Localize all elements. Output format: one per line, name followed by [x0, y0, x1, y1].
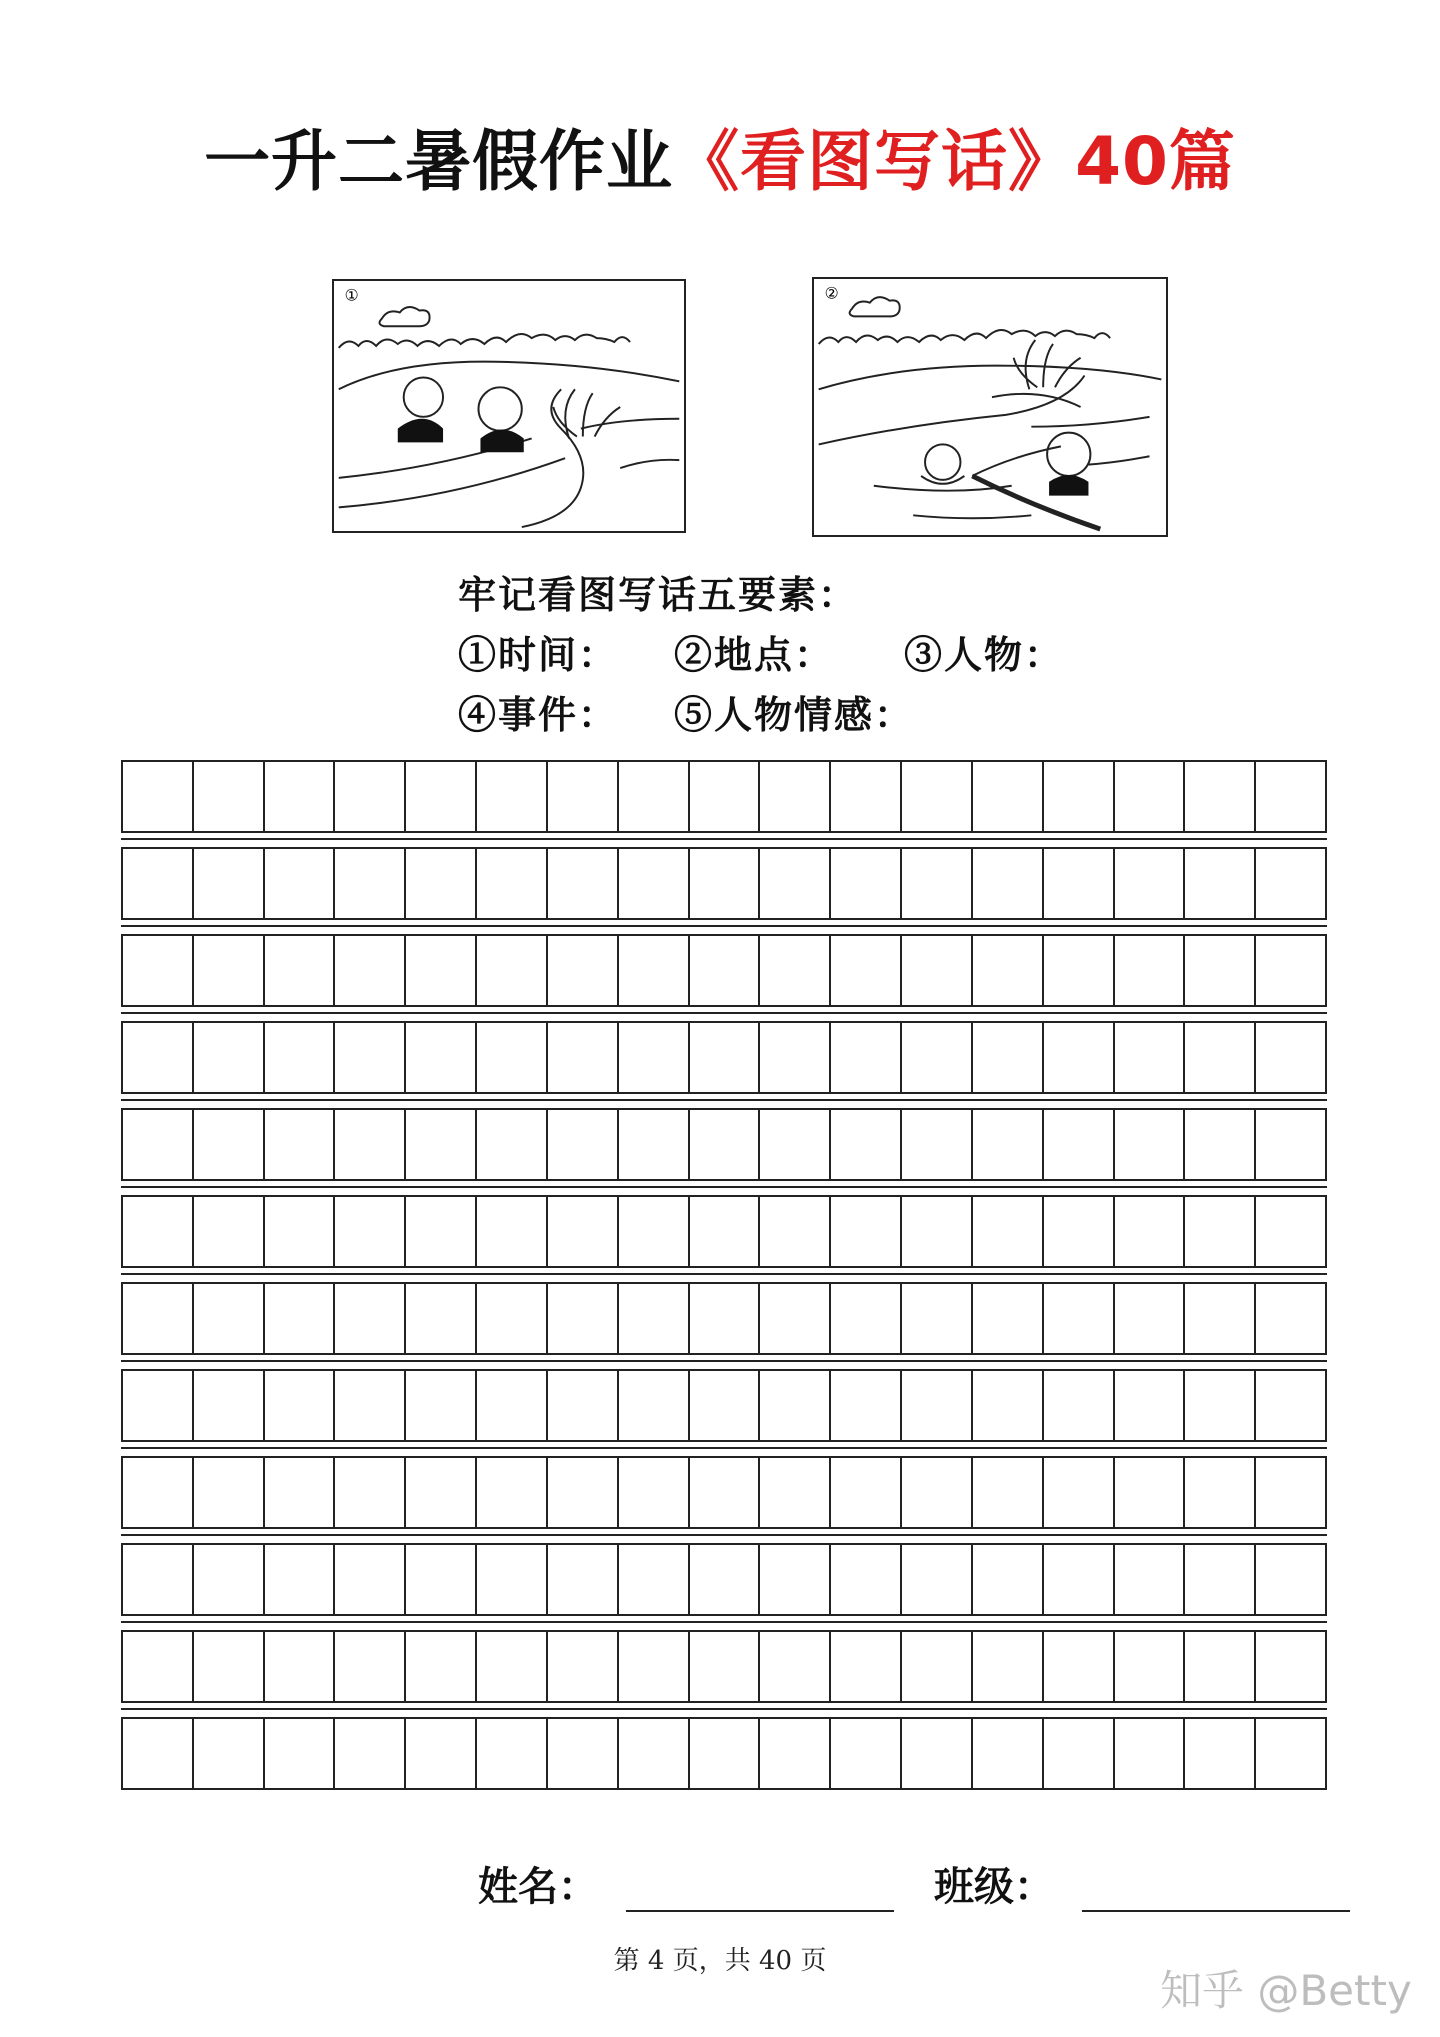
picture-1 — [332, 279, 686, 533]
grid-row — [121, 1717, 1327, 1790]
grid-cell[interactable] — [123, 1023, 194, 1092]
grid-cell[interactable] — [548, 1023, 619, 1092]
grid-cell[interactable] — [760, 849, 831, 918]
grid-cell[interactable] — [1115, 1458, 1186, 1527]
grid-cell[interactable] — [690, 1632, 761, 1701]
grid-cell[interactable] — [548, 1545, 619, 1614]
grid-cell[interactable] — [477, 1284, 548, 1353]
grid-cell[interactable] — [123, 1458, 194, 1527]
grid-cell[interactable] — [194, 1545, 265, 1614]
grid-cell[interactable] — [1256, 1023, 1325, 1092]
grid-cell[interactable] — [335, 1023, 406, 1092]
grid-cell[interactable] — [335, 1197, 406, 1266]
grid-row — [121, 1021, 1327, 1094]
grid-cell[interactable] — [619, 1371, 690, 1440]
grid-cell[interactable] — [902, 1545, 973, 1614]
grid-row — [121, 1456, 1327, 1529]
title-count: 40篇 — [1075, 123, 1236, 200]
element-event: ④事件： — [458, 692, 619, 737]
grid-cell[interactable] — [406, 936, 477, 1005]
grid-cell[interactable] — [1185, 1197, 1256, 1266]
grid-cell[interactable] — [265, 1632, 336, 1701]
grid-cell[interactable] — [1185, 1458, 1256, 1527]
elements-heading: 牢记看图写话五要素： — [458, 572, 859, 617]
grid-cell[interactable] — [335, 1371, 406, 1440]
grid-row — [121, 760, 1327, 833]
grid-cell[interactable] — [902, 762, 973, 831]
grid-cell[interactable] — [902, 1110, 973, 1179]
grid-cell[interactable] — [548, 762, 619, 831]
picture-2 — [812, 277, 1168, 537]
grid-cell[interactable] — [335, 849, 406, 918]
grid-cell[interactable] — [406, 1197, 477, 1266]
grid-cell[interactable] — [1256, 762, 1325, 831]
grid-cell[interactable] — [1044, 1371, 1115, 1440]
grid-cell[interactable] — [1115, 936, 1186, 1005]
grid-cell[interactable] — [548, 849, 619, 918]
grid-cell[interactable] — [831, 936, 902, 1005]
grid-cell[interactable] — [760, 1632, 831, 1701]
grid-cell[interactable] — [690, 1458, 761, 1527]
grid-cell[interactable] — [548, 1110, 619, 1179]
grid-cell[interactable] — [1185, 1284, 1256, 1353]
grid-cell[interactable] — [690, 1545, 761, 1614]
elements-row-2 — [458, 685, 1064, 745]
grid-row — [121, 1108, 1327, 1181]
grid-cell[interactable] — [1256, 1545, 1325, 1614]
grid-cell[interactable] — [973, 1545, 1044, 1614]
grid-cell[interactable] — [1185, 936, 1256, 1005]
page-title — [0, 108, 1440, 203]
grid-cell[interactable] — [1115, 1197, 1186, 1266]
grid-cell[interactable] — [902, 1632, 973, 1701]
grid-cell[interactable] — [335, 1545, 406, 1614]
grid-cell[interactable] — [477, 1719, 548, 1788]
grid-cell[interactable] — [1044, 1110, 1115, 1179]
grid-cell[interactable] — [265, 1023, 336, 1092]
grid-cell[interactable] — [1256, 1719, 1325, 1788]
grid-cell[interactable] — [973, 1284, 1044, 1353]
writing-elements — [458, 565, 1064, 745]
grid-cell[interactable] — [194, 1719, 265, 1788]
grid-row — [121, 1630, 1327, 1703]
grid-cell[interactable] — [1044, 1719, 1115, 1788]
grid-cell[interactable] — [619, 1284, 690, 1353]
grid-cell[interactable] — [1185, 1545, 1256, 1614]
grid-row — [121, 1369, 1327, 1442]
grid-cell[interactable] — [902, 1719, 973, 1788]
grid-cell[interactable] — [123, 762, 194, 831]
grid-cell[interactable] — [406, 1632, 477, 1701]
grid-cell[interactable] — [1115, 1719, 1186, 1788]
grid-cell[interactable] — [1115, 1110, 1186, 1179]
scene-illustration-2 — [814, 279, 1166, 535]
grid-cell[interactable] — [690, 1284, 761, 1353]
grid-cell[interactable] — [690, 849, 761, 918]
grid-cell[interactable] — [265, 1197, 336, 1266]
grid-cell[interactable] — [690, 762, 761, 831]
grid-cell[interactable] — [123, 1632, 194, 1701]
grid-cell[interactable] — [194, 1371, 265, 1440]
grid-cell[interactable] — [690, 1719, 761, 1788]
grid-cell[interactable] — [477, 1110, 548, 1179]
grid-row — [121, 847, 1327, 920]
grid-cell[interactable] — [1044, 1197, 1115, 1266]
grid-cell[interactable] — [477, 1197, 548, 1266]
grid-cell[interactable] — [1044, 1458, 1115, 1527]
grid-cell[interactable] — [760, 1371, 831, 1440]
grid-cell[interactable] — [477, 849, 548, 918]
grid-cell[interactable] — [548, 1284, 619, 1353]
grid-cell[interactable] — [123, 1197, 194, 1266]
grid-cell[interactable] — [1044, 1545, 1115, 1614]
grid-cell[interactable] — [335, 1110, 406, 1179]
grid-cell[interactable] — [1185, 849, 1256, 918]
grid-cell[interactable] — [265, 1545, 336, 1614]
grid-cell[interactable] — [477, 936, 548, 1005]
grid-cell[interactable] — [548, 1197, 619, 1266]
grid-cell[interactable] — [1256, 849, 1325, 918]
grid-cell[interactable] — [1185, 1632, 1256, 1701]
grid-cell[interactable] — [406, 1284, 477, 1353]
picture-number: ② — [824, 283, 839, 303]
grid-cell[interactable] — [1185, 1023, 1256, 1092]
grid-cell[interactable] — [619, 1110, 690, 1179]
grid-cell[interactable] — [760, 936, 831, 1005]
grid-cell[interactable] — [477, 1458, 548, 1527]
grid-cell[interactable] — [619, 1632, 690, 1701]
grid-cell[interactable] — [760, 1545, 831, 1614]
grid-cell[interactable] — [1185, 1371, 1256, 1440]
grid-cell[interactable] — [1256, 1458, 1325, 1527]
grid-cell[interactable] — [194, 849, 265, 918]
grid-cell[interactable] — [1115, 1632, 1186, 1701]
grid-cell[interactable] — [406, 1719, 477, 1788]
grid-cell[interactable] — [265, 1371, 336, 1440]
grid-row — [121, 1543, 1327, 1616]
grid-cell[interactable] — [973, 936, 1044, 1005]
grid-cell[interactable] — [265, 1458, 336, 1527]
grid-cell[interactable] — [760, 1197, 831, 1266]
element-feelings: ⑤人物情感： — [674, 692, 915, 737]
grid-cell[interactable] — [123, 1719, 194, 1788]
grid-cell[interactable] — [973, 1719, 1044, 1788]
grid-cell[interactable] — [1044, 762, 1115, 831]
grid-cell[interactable] — [831, 1197, 902, 1266]
grid-cell[interactable] — [690, 1110, 761, 1179]
grid-cell[interactable] — [548, 936, 619, 1005]
grid-cell[interactable] — [1115, 762, 1186, 831]
grid-cell[interactable] — [406, 762, 477, 831]
grid-cell[interactable] — [973, 849, 1044, 918]
grid-row — [121, 1195, 1327, 1268]
grid-cell[interactable] — [1115, 1371, 1186, 1440]
grid-cell[interactable] — [1044, 849, 1115, 918]
grid-cell[interactable] — [1256, 1284, 1325, 1353]
grid-cell[interactable] — [1115, 1023, 1186, 1092]
watermark: 知乎 @Betty — [1160, 1966, 1412, 2015]
grid-cell[interactable] — [831, 1284, 902, 1353]
grid-cell[interactable] — [477, 1023, 548, 1092]
grid-cell[interactable] — [902, 1023, 973, 1092]
grid-cell[interactable] — [477, 762, 548, 831]
grid-cell[interactable] — [1044, 1284, 1115, 1353]
grid-cell[interactable] — [335, 1458, 406, 1527]
picture-number: ① — [344, 285, 359, 305]
grid-cell[interactable] — [973, 1197, 1044, 1266]
grid-cell[interactable] — [619, 1545, 690, 1614]
grid-cell[interactable] — [619, 936, 690, 1005]
grid-cell[interactable] — [973, 1632, 1044, 1701]
grid-cell[interactable] — [831, 1371, 902, 1440]
grid-cell[interactable] — [548, 1632, 619, 1701]
grid-cell[interactable] — [1115, 1545, 1186, 1614]
grid-cell[interactable] — [548, 1371, 619, 1440]
student-info — [478, 1855, 1390, 1912]
grid-cell[interactable] — [1044, 1023, 1115, 1092]
grid-cell[interactable] — [760, 1110, 831, 1179]
grid-cell[interactable] — [194, 1632, 265, 1701]
grid-cell[interactable] — [1115, 1284, 1186, 1353]
grid-cell[interactable] — [973, 1458, 1044, 1527]
grid-cell[interactable] — [831, 849, 902, 918]
grid-row — [121, 934, 1327, 1007]
grid-cell[interactable] — [690, 936, 761, 1005]
grid-cell[interactable] — [477, 1632, 548, 1701]
grid-cell[interactable] — [194, 936, 265, 1005]
grid-cell[interactable] — [1044, 936, 1115, 1005]
grid-cell[interactable] — [123, 1371, 194, 1440]
grid-cell[interactable] — [194, 1023, 265, 1092]
grid-cell[interactable] — [619, 1458, 690, 1527]
grid-cell[interactable] — [123, 1110, 194, 1179]
grid-cell[interactable] — [831, 1023, 902, 1092]
grid-cell[interactable] — [902, 1458, 973, 1527]
grid-cell[interactable] — [902, 849, 973, 918]
grid-cell[interactable] — [406, 1371, 477, 1440]
grid-cell[interactable] — [335, 936, 406, 1005]
grid-cell[interactable] — [335, 1632, 406, 1701]
class-field[interactable] — [1082, 1870, 1350, 1912]
grid-cell[interactable] — [831, 762, 902, 831]
grid-cell[interactable] — [902, 936, 973, 1005]
elements-row-1 — [458, 625, 1064, 685]
grid-cell[interactable] — [1115, 849, 1186, 918]
grid-cell[interactable] — [831, 1632, 902, 1701]
grid-cell[interactable] — [406, 849, 477, 918]
grid-cell[interactable] — [406, 1023, 477, 1092]
title-main: 一升二暑假作业 — [204, 123, 674, 200]
element-place: ②地点： — [674, 632, 835, 677]
grid-cell[interactable] — [1185, 762, 1256, 831]
grid-cell[interactable] — [265, 1284, 336, 1353]
grid-cell[interactable] — [194, 1197, 265, 1266]
grid-cell[interactable] — [760, 1458, 831, 1527]
grid-cell[interactable] — [265, 1110, 336, 1179]
grid-cell[interactable] — [1256, 1371, 1325, 1440]
grid-cell[interactable] — [335, 762, 406, 831]
element-people: ③人物： — [904, 632, 1065, 677]
grid-cell[interactable] — [973, 1371, 1044, 1440]
grid-cell[interactable] — [335, 1719, 406, 1788]
grid-cell[interactable] — [1256, 936, 1325, 1005]
grid-cell[interactable] — [265, 936, 336, 1005]
grid-cell[interactable] — [619, 849, 690, 918]
grid-cell[interactable] — [831, 1719, 902, 1788]
grid-cell[interactable] — [194, 1458, 265, 1527]
scene-illustration-1 — [334, 281, 684, 531]
grid-cell[interactable] — [335, 1284, 406, 1353]
grid-cell[interactable] — [123, 849, 194, 918]
name-label: 姓名： — [478, 1863, 598, 1910]
grid-cell[interactable] — [548, 1458, 619, 1527]
grid-row — [121, 1282, 1327, 1355]
grid-cell[interactable] — [902, 1284, 973, 1353]
grid-cell[interactable] — [406, 1545, 477, 1614]
grid-cell[interactable] — [1256, 1632, 1325, 1701]
grid-cell[interactable] — [1185, 1719, 1256, 1788]
grid-cell[interactable] — [619, 1719, 690, 1788]
grid-cell[interactable] — [902, 1197, 973, 1266]
element-time: ①时间： — [458, 632, 619, 677]
grid-cell[interactable] — [619, 762, 690, 831]
grid-cell[interactable] — [1044, 1632, 1115, 1701]
grid-cell[interactable] — [831, 1458, 902, 1527]
grid-cell[interactable] — [619, 1023, 690, 1092]
title-book: 《看图写话》 — [673, 123, 1076, 200]
grid-cell[interactable] — [760, 1284, 831, 1353]
grid-cell[interactable] — [973, 1023, 1044, 1092]
grid-cell[interactable] — [406, 1458, 477, 1527]
name-field[interactable] — [626, 1870, 894, 1912]
grid-cell[interactable] — [123, 936, 194, 1005]
grid-cell[interactable] — [194, 1110, 265, 1179]
grid-cell[interactable] — [1185, 1110, 1256, 1179]
grid-cell[interactable] — [690, 1371, 761, 1440]
grid-cell[interactable] — [194, 762, 265, 831]
grid-cell[interactable] — [831, 1110, 902, 1179]
writing-grid — [121, 760, 1327, 1804]
grid-cell[interactable] — [902, 1371, 973, 1440]
grid-cell[interactable] — [973, 1110, 1044, 1179]
grid-cell[interactable] — [760, 1719, 831, 1788]
grid-cell[interactable] — [1256, 1197, 1325, 1266]
grid-cell[interactable] — [690, 1197, 761, 1266]
grid-cell[interactable] — [194, 1284, 265, 1353]
grid-cell[interactable] — [477, 1371, 548, 1440]
grid-cell[interactable] — [548, 1719, 619, 1788]
grid-cell[interactable] — [831, 1545, 902, 1614]
grid-cell[interactable] — [477, 1545, 548, 1614]
page-number: 第 4 页，共 40 页 — [613, 1946, 827, 1976]
grid-cell[interactable] — [265, 849, 336, 918]
grid-cell[interactable] — [760, 762, 831, 831]
class-label: 班级： — [934, 1863, 1054, 1910]
grid-cell[interactable] — [406, 1110, 477, 1179]
grid-cell[interactable] — [760, 1023, 831, 1092]
grid-cell[interactable] — [973, 762, 1044, 831]
grid-cell[interactable] — [123, 1284, 194, 1353]
grid-cell[interactable] — [265, 762, 336, 831]
grid-cell[interactable] — [123, 1545, 194, 1614]
grid-cell[interactable] — [690, 1023, 761, 1092]
grid-cell[interactable] — [619, 1197, 690, 1266]
grid-cell[interactable] — [265, 1719, 336, 1788]
grid-cell[interactable] — [1256, 1110, 1325, 1179]
